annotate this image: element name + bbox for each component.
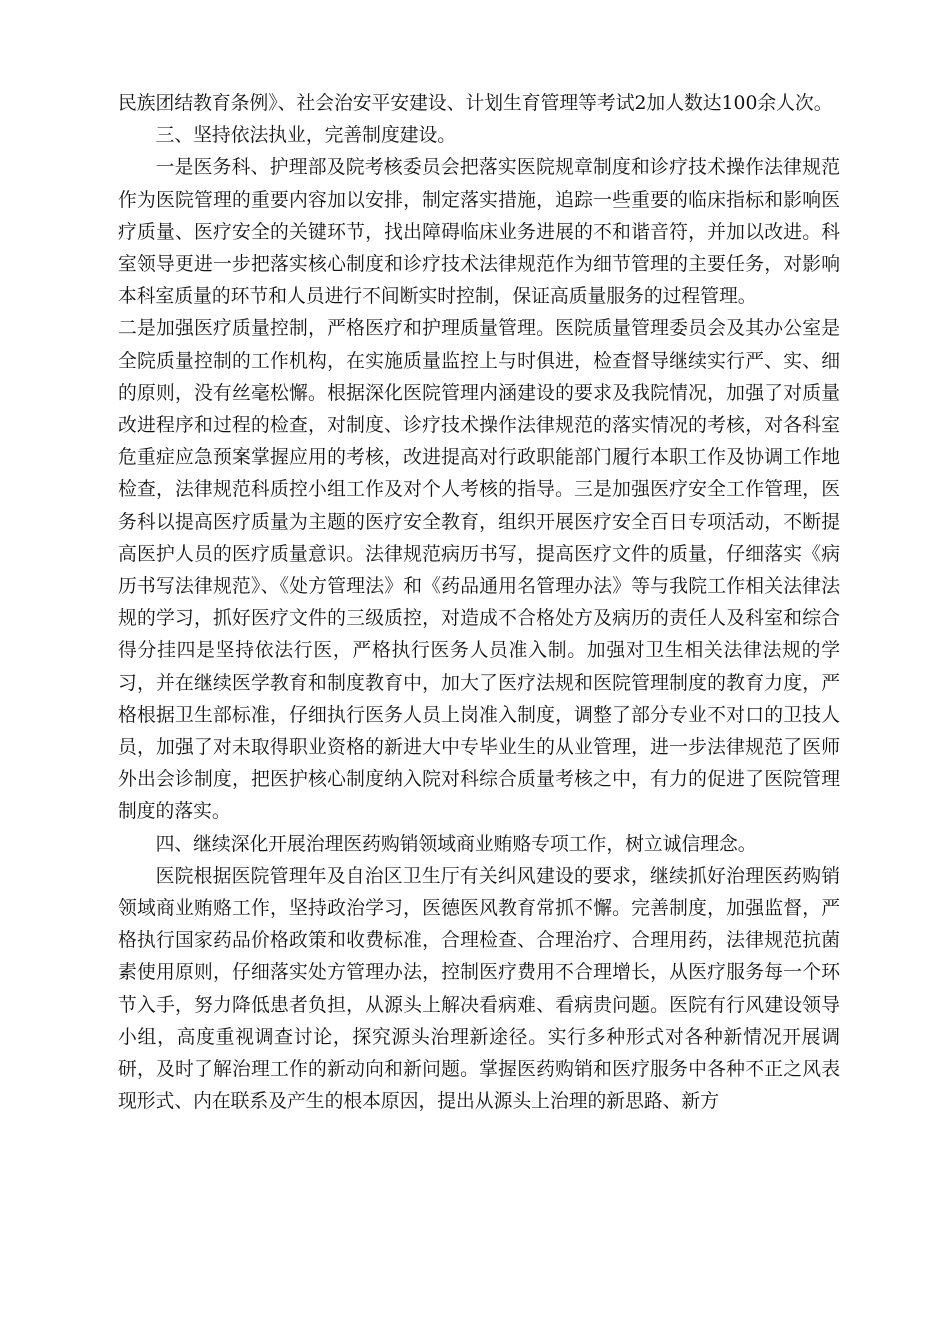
section-heading-3: 三、坚持依法执业，完善制度建设。 — [155, 125, 457, 147]
paragraph-continuation: 民族团结教育条例》、社会治安平安建设、计划生育管理等考试2加人数达100余人次。 — [118, 93, 833, 114]
paragraph-item-2-4: 二是加强医疗质量控制，严格医疗和护理质量管理。医院质量管理委员会及其办公室是全院质量控制的工作机构，在实施质量监控上与时俱进，检查督导继续实行严、实、细的原则，没有丝毫松懈。根据深化医院管理内涵建设的要求及我院情况，加强了对质量改进程序和过程的检查，对制度、诊疗技术操作法律规范的落实情况的考核，对各科室危重症应急预案掌握应用的考核，改进提高对行政职能部门履行本职工作及协调工作地检查，法律规范科质控小组工作及对个人考核的指导。三是加强医疗安全工作管理，医务科以提高医疗质量为主题的医疗安全教育，组织开展医疗安全百日专项活动，不断提高医护人员的医疗质量意识。法律规范病历书写，提高医疗文件的质量，仔细落实《病历书写法律规范》、《处方管理法》和《药品通用名管理办法》等与我院工作相关法律法规的学习，抓好医疗文件的三级质控，对造成不合格处方及病历的责任人及科室和综合得分挂四是坚持依法行医，严格执行医务人员准入制。加强对卫生相关法律法规的学习，并在继续医学教育和制度教育中，加大了医疗法规和医院管理制度的教育力度，严格根据卫生部标准，仔细执行医务人员上岗准入制度，调整了部分专业不对口的卫技人员，加强了对未取得职业资格的新进大中专毕业生的从业管理，进一步法律规范了医师外出会诊制度，把医护核心制度纳入院对科综合质量考核之中，有力的促进了医院管理制度的落实。 — [118, 318, 840, 823]
paragraph-section-4-body: 医院根据医院管理年及自治区卫生厅有关纠风建设的要求，继续抓好治理医药购销领域商业贿赂工作，坚持政治学习，医德医风教育常抓不懈。完善制度，加强监督，严格执行国家药品价格政策和收费标准，合理检查、合理治疗、合理用药，法律规范抗菌素使用原则，仔细落实处方管理办法，控制医疗费用不合理增长，从医疗服务每一个环节入手，努力降低患者负担，从源头上解决看病难、看病贵问题。医院有行风建设领导小组，高度重视调查讨论，探究源头治理新途径。实行多种形式对各种新情况开展调研，及时了解治理工作的新动向和新问题。掌握医药购销和医疗服务中各种不正之风表现形式、内在联系及产生的根本原因，提出从源头上治理的新思路、新方 — [118, 865, 840, 1113]
section-heading-4: 四、继续深化开展治理医药购销领域商业贿赂专项工作，树立诚信理念。 — [155, 833, 757, 855]
document-body — [118, 88, 840, 1119]
paragraph-item-1: 一是医务科、护理部及院考核委员会把落实医院规章制度和诊疗技术操作法律规范作为医院管理的重要内容加以安排，制定落实措施，追踪一些重要的临床指标和影响医疗质量、医疗安全的关键环节，找出障碍临床业务进展的不和谐音符，并加以改进。科室领导更进一步把落实核心制度和诊疗技术法律规范作为细节管理的主要任务，对影响本科室质量的环节和人员进行不间断实时控制，保证高质量服务的过程管理。 — [118, 157, 840, 308]
